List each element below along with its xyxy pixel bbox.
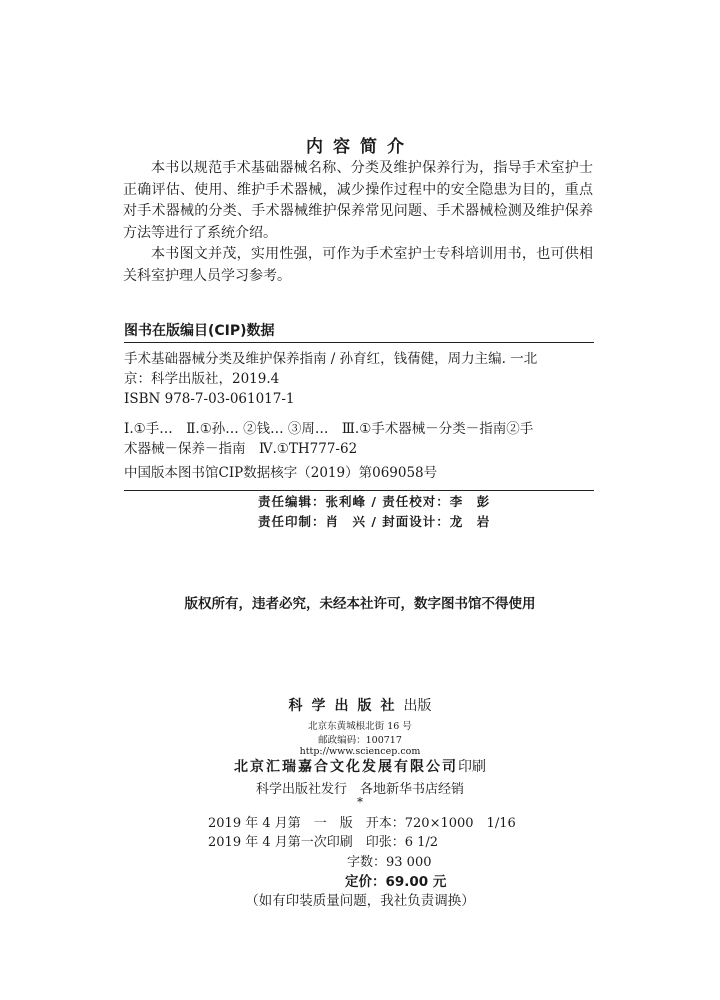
intro-paragraph-1: 本书以规范手术基础器械名称、分类及维护保养行为，指导手术室护士正确评估、使用、维护手术器械，减少操作过程中的安全隐患为目的，重点对手术器械的分类、手术器械维护保养常见问题、手术器械检测及维护保养方法等进行了系统介绍。 [123,160,593,241]
cip-isbn: ISBN 978-7-03-061017-1 [124,391,295,407]
cip-title-line-1: 手术基础器械分类及维护保养指南 / 孙育红，钱蒨健，周力主编. 一北 [124,351,538,367]
quality-notice: （如有印装质量问题，我社负责调换） [245,893,475,909]
cip-classification-line-2: 术器械－保养－指南 Ⅳ.①TH777-62 [124,441,358,457]
publisher-logo: 科学出版社 [288,698,404,714]
cip-record-number: 中国版本图书馆CIP数据核字（2019）第069058号 [124,465,438,481]
copyright-notice: 版权所有，违者必究，未经本社许可，数字图书馆不得使用 [184,596,536,612]
word-count: 字数：93 000 [347,855,432,870]
publisher-website: http://www.sciencep.com [299,746,421,757]
cip-top-rule [124,342,594,343]
edition-spec-line-1: 2019 年 4 月第 一 版 开本：720×1000 1/16 [208,816,516,831]
credits-editor-proofreader: 责任编辑：张利峰 / 责任校对：李 彭 [258,494,491,509]
cip-title-line-2: 京：科学出版社，2019.4 [124,371,280,387]
credits-printing-cover: 责任印制：肖 兴 / 封面设计：龙 岩 [258,514,491,529]
intro-title: 内容简介 [306,137,414,157]
printer-suffix: 印刷 [458,759,486,775]
intro-paragraph-2: 本书图文并茂，实用性强，可作为手术室护士专科培训用书，也可供相关科室护理人员学习参考。 [123,246,593,284]
publisher-line [0,695,720,715]
publisher-postcode: 邮政编码：100717 [318,735,402,746]
printer-line [0,756,720,776]
divider-star: * [357,795,363,809]
cip-heading: 图书在版编目(CIP)数据 [124,323,275,339]
publisher-suffix: 出版 [403,698,432,714]
edition-spec-line-2: 2019 年 4 月第一次印刷 印张：6 1/2 [208,835,439,850]
price: 定价：69.00 元 [345,874,447,890]
publisher-address: 北京东黄城根北街 16 号 [308,721,412,732]
cip-bottom-rule [124,490,594,491]
distribution-line: 科学出版社发行 各地新华书店经销 [255,782,464,797]
printer-logo: 北京汇瑞嘉合文化发展有限公司 [234,759,458,775]
cip-classification-line-1: Ⅰ.①手… Ⅱ.①孙… ②钱… ③周… Ⅲ.①手术器械－分类－指南②手 [124,421,534,437]
